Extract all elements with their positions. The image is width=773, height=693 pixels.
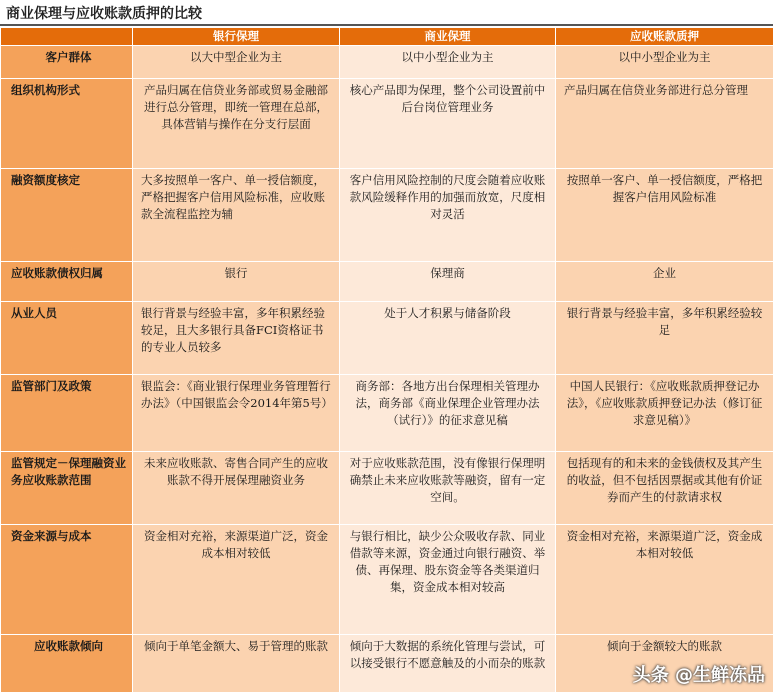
cell-pledge: 企业: [556, 262, 773, 302]
row-label: 监管部门及政策: [1, 375, 133, 452]
cell-pledge: 中国人民银行：《应收账款质押登记办法》，《应收账款质押登记办法（修订征求意见稿）》: [556, 375, 773, 452]
cell-commercial: 核心产品即为保理，整个公司设置前中后台岗位管理业务: [340, 79, 556, 169]
cell-commercial: 以中小型企业为主: [340, 46, 556, 79]
table-row: [1, 452, 773, 525]
cell-bank: 银行: [133, 262, 340, 302]
cell-pledge: 按照单一客户、单一授信额度，严格把握客户信用风险标准: [556, 169, 773, 262]
row-label: 从业人员: [1, 302, 133, 375]
table-row: [1, 169, 773, 262]
table-row: [1, 262, 773, 302]
comparison-table: [0, 27, 773, 693]
cell-pledge: 倾向于金额较大的账款: [556, 635, 773, 693]
cell-bank: 产品归属在信贷业务部或贸易金融部进行总分管理，即统一管理在总部，具体营销与操作在分支行层面: [133, 79, 340, 169]
cell-bank: 以大中型企业为主: [133, 46, 340, 79]
header-bank-factoring: 银行保理: [133, 28, 340, 46]
cell-commercial: 倾向于大数据的系统化管理与尝试，可以接受银行不愿意触及的小而杂的账款: [340, 635, 556, 693]
header-commercial-factoring: 商业保理: [340, 28, 556, 46]
row-label: 资金来源与成本: [1, 525, 133, 635]
cell-commercial: 对于应收账款范围，没有像银行保理明确禁止未来应收账款等融资，留有一定空间。: [340, 452, 556, 525]
cell-bank: 银行背景与经验丰富，多年积累经验较足，且大多银行具备FCI资格证书的专业人员较多: [133, 302, 340, 375]
cell-commercial: 与银行相比，缺少公众吸收存款、同业借款等来源，资金通过向银行融资、举债、再保理、股东资金等各类渠道归集，资金成本相对较高: [340, 525, 556, 635]
row-label: 融资额度核定: [1, 169, 133, 262]
row-label: 监管规定－保理融资业务应收账款范围: [1, 452, 133, 525]
cell-commercial: 商务部：各地方出台保理相关管理办法，商务部《商业保理企业管理办法（试行）》的征求意见稿: [340, 375, 556, 452]
cell-commercial: 处于人才积累与储备阶段: [340, 302, 556, 375]
cell-bank: 银监会：《商业银行保理业务管理暂行办法》（中国银监会令2014年第5号）: [133, 375, 340, 452]
table-row: [1, 79, 773, 169]
title-rule: [0, 24, 773, 26]
cell-pledge: 银行背景与经验丰富，多年积累经验较足: [556, 302, 773, 375]
cell-commercial: 保理商: [340, 262, 556, 302]
table-row: [1, 375, 773, 452]
row-label: 组织机构形式: [1, 79, 133, 169]
cell-bank: 未来应收账款、寄售合同产生的应收账款不得开展保理融资业务: [133, 452, 340, 525]
cell-bank: 倾向于单笔金额大、易于管理的账款: [133, 635, 340, 693]
cell-pledge: 包括现有的和未来的金钱债权及其产生的收益，但不包括因票据或其他有价证券而产生的付款请求权: [556, 452, 773, 525]
header-row: [1, 28, 773, 46]
cell-bank: 大多按照单一客户、单一授信额度，严格把握客户信用风险标准，应收账款全流程监控为辅: [133, 169, 340, 262]
cell-bank: 资金相对充裕，来源渠道广泛，资金成本相对较低: [133, 525, 340, 635]
document-title: 商业保理与应收账款质押的比较: [6, 6, 202, 22]
cell-pledge: 资金相对充裕，来源渠道广泛，资金成本相对较低: [556, 525, 773, 635]
cell-pledge: 以中小型企业为主: [556, 46, 773, 79]
table-row: [1, 302, 773, 375]
watermark: 头条 @生鲜冻品: [632, 665, 765, 686]
table-row: [1, 46, 773, 79]
header-receivables-pledge: 应收账款质押: [556, 28, 773, 46]
row-label: 应收账款债权归属: [1, 262, 133, 302]
row-label: 应收账款倾向: [1, 635, 133, 693]
table-row: [1, 525, 773, 635]
header-corner: [1, 28, 133, 46]
row-label: 客户群体: [1, 46, 133, 79]
cell-pledge: 产品归属在信贷业务部进行总分管理: [556, 79, 773, 169]
cell-commercial: 客户信用风险控制的尺度会随着应收账款风险缓释作用的加强而放宽，尺度相对灵活: [340, 169, 556, 262]
